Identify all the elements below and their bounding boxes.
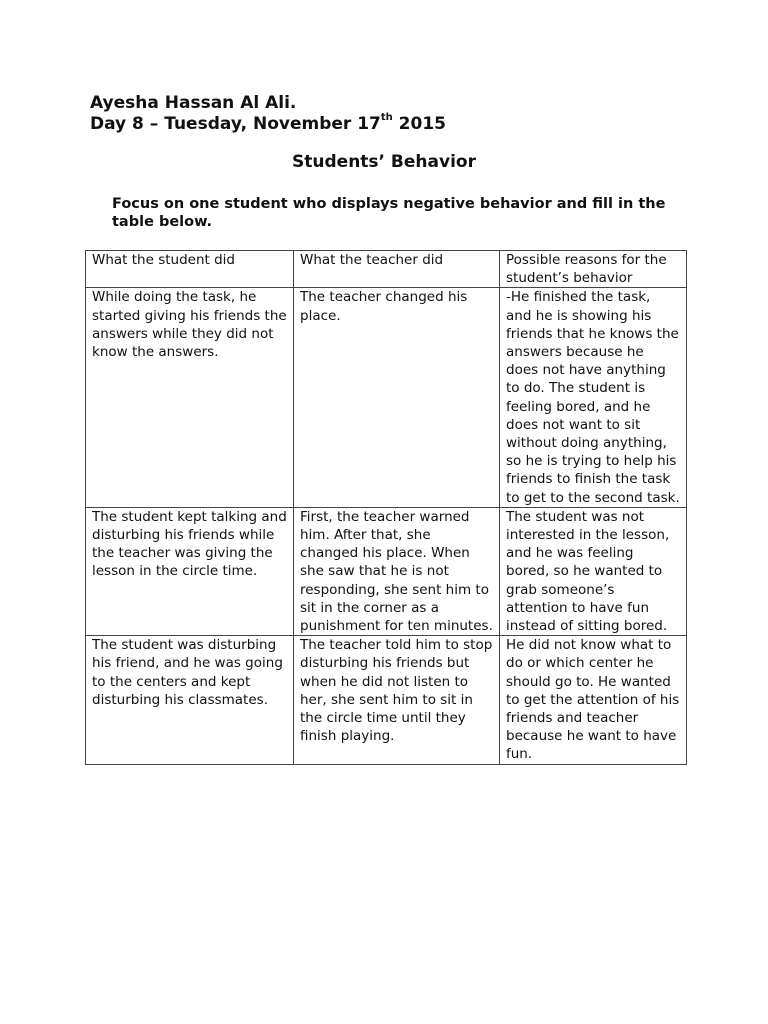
table-row (86, 288, 687, 507)
header-teacher-action: What the teacher did (294, 251, 500, 288)
date-line (90, 114, 446, 135)
teacher-action-cell: First, the teacher warned him. After that, she changed his place. When she saw that he is not responding, she sent him to sit in the corner as a punishment for ten minutes. (294, 507, 500, 635)
date-year: 2015 (392, 114, 446, 134)
date-line-text: Day 8 – Tuesday, November 17 (90, 114, 381, 134)
author-name: Ayesha Hassan Al Ali. (90, 93, 297, 113)
student-action-cell: The student kept talking and disturbing his friends while the teacher was giving the lesson in the circle time. (86, 507, 294, 635)
document-title: Students’ Behavior (292, 152, 476, 172)
teacher-action-cell: The teacher told him to stop disturbing his friends but when he did not listen to her, she sent him to sit in the circle time until they finish playing. (294, 636, 500, 764)
table-row (86, 507, 687, 635)
header-possible-reasons: Possible reasons for the student’s behavior (500, 251, 687, 288)
student-action-cell: The student was disturbing his friend, and he was going to the centers and kept disturbing his classmates. (86, 636, 294, 764)
instructions-text: Focus on one student who displays negative behavior and fill in the table below. (112, 196, 666, 230)
date-ordinal-suffix: th (380, 112, 393, 124)
teacher-action-cell: The teacher changed his place. (294, 288, 500, 507)
reason-cell: He did not know what to do or which center he should go to. He wanted to get the attention of his friends and teacher because he want to have fun. (500, 636, 687, 764)
table-header-row (86, 251, 687, 288)
behavior-table (85, 250, 687, 765)
header-student-action: What the student did (86, 251, 294, 288)
student-action-cell: While doing the task, he started giving his friends the answers while they did not know the answers. (86, 288, 294, 507)
reason-cell: -He finished the task, and he is showing his friends that he knows the answers because he does not have anything to do. The student is feeling bored, and he does not want to sit without doing anything, so he is trying to help his friends to finish the task to get to the second task. (500, 288, 687, 507)
reason-cell: The student was not interested in the lesson, and he was feeling bored, so he wanted to grab someone’s attention to have fun instead of sitting bored. (500, 507, 687, 635)
table-row (86, 636, 687, 764)
